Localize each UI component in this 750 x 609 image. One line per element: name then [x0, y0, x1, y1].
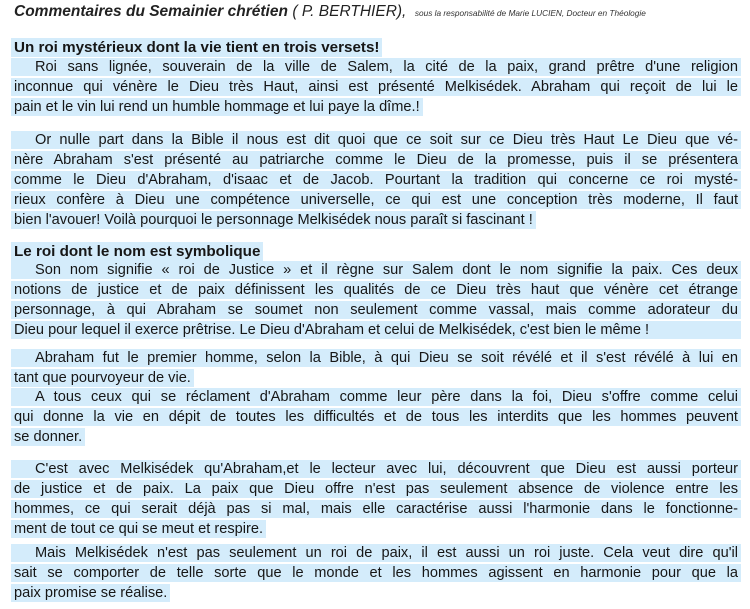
text-line: qui donne la vie en dépit de toutes les difficultés et de tous les interdits que les hommes peuvent	[11, 408, 741, 426]
section-1-paragraph-2	[11, 131, 741, 236]
text-line: se donner.	[11, 428, 85, 446]
text-line: paix promise se réalise.	[11, 584, 170, 602]
section-2-paragraph-3	[11, 388, 741, 453]
text-line: personnage, à qui Abraham se soumet non seulement comme vassal, mais comme adorateur du	[11, 301, 741, 319]
text-line: C'est avec Melkisédek qu'Abraham,et le lecteur avec lui, découvrent que Dieu est aussi porteur	[11, 460, 741, 478]
text-line: rieux confère à Dieu une compétence universelle, ce qui est une conception très moderne, Il faut	[11, 191, 741, 209]
section-2-paragraph-4	[11, 460, 741, 545]
text-line: notions de justice et de paix définissent les qualités de ce Dieu très haut que vénère cet étrange	[11, 281, 741, 299]
header-author: ( P. BERTHIER),	[292, 3, 407, 20]
section-2-paragraph-1	[11, 261, 741, 341]
header-title: Commentaires du Semainier chrétien	[14, 3, 288, 20]
text-line: comme le Dieu d'Abraham, d'isaac et de Jacob. Pourtant la tradition qui concerne ce roi mysté-	[11, 171, 741, 189]
text-line: Dieu pour lequel il exerce prêtrise. Le Dieu d'Abraham et celui de Melkisédek, c'est bien le même !	[11, 321, 741, 339]
section-2-heading-block	[11, 242, 741, 262]
text-line: nère Abraham s'est présenté au patriarche comme le Dieu de la promesse, puis il se présentera	[11, 151, 741, 169]
section-heading: Le roi dont le nom est symbolique	[11, 242, 263, 261]
text-line: Roi sans lignée, souverain de la ville de Salem, la cité de la paix, grand prêtre d'une religion	[11, 58, 741, 76]
text-line: pain et le vin lui rend un humble hommage et lui paye la dîme.!	[11, 98, 423, 116]
text-line: bien l'avouer! Voilà pourquoi le personnage Melkisédek nous paraît si fascinant !	[11, 211, 536, 229]
text-line: Abraham fut le premier homme, selon la Bible, à qui Dieu se soit révélé et il s'est révélé à lui en	[11, 349, 741, 367]
section-heading: Un roi mystérieux dont la vie tient en trois versets!	[11, 38, 382, 57]
text-line: de justice et de paix. La paix que Dieu offre n'est pas seulement absence de violence entre les	[11, 480, 741, 498]
text-line: inconnue qui vénère le Dieu très Haut, ainsi est présenté Melkisédek. Abraham qui reçoit de lui le	[11, 78, 741, 96]
text-line: A tous ceux qui se réclament d'Abraham comme leur père dans la foi, Dieu s'offre comme celui	[11, 388, 741, 406]
text-line: ment de tout ce qui se meut et respire.	[11, 520, 266, 538]
document-header	[14, 3, 744, 21]
text-line: Son nom signifie « roi de Justice » et il règne sur Salem dont le nom signifie la paix. Ces deux	[11, 261, 741, 279]
section-2-paragraph-5	[11, 544, 741, 609]
text-line: hommes, ce qui serait déjà pas si mal, mais elle caractérise aussi l'harmonie dans le fonctionne-	[11, 500, 741, 518]
text-line: Mais Melkisédek n'est pas seulement un roi de paix, il est aussi un roi juste. Cela veut dire qu'il	[11, 544, 741, 562]
section-1-paragraph-1	[11, 58, 741, 123]
text-line: sait se comporter de telle sorte que le monde et les hommes agissent en harmonie pour que la	[11, 564, 741, 582]
section-1-heading-block	[11, 38, 741, 58]
text-line: tant que pourvoyeur de vie.	[11, 369, 194, 387]
header-note: sous la responsabilité de Marie LUCIEN, Docteur en Théologie	[414, 8, 646, 18]
text-line: Or nulle part dans la Bible il nous est dit quoi que ce soit sur ce Dieu très Haut Le Dieu que vé-	[11, 131, 741, 149]
